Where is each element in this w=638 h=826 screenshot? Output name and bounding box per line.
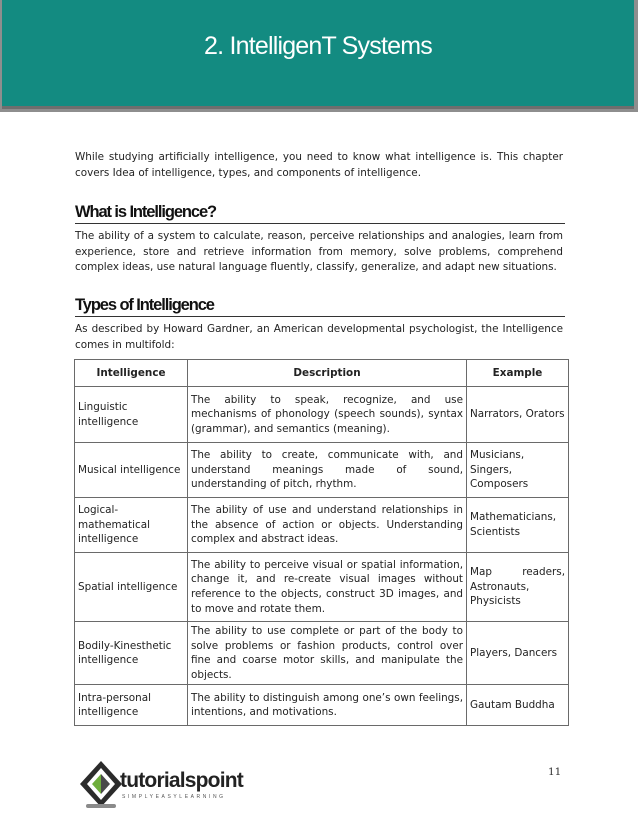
chapter-banner — [0, 0, 638, 112]
example-cell: Gautam Buddha — [467, 685, 569, 726]
example-cell: Map readers, Astronauts, Physicists — [467, 553, 569, 622]
page-number: 11 — [548, 766, 562, 778]
logo-tagline: SIMPLYEASYLEARNING — [122, 794, 226, 800]
column-header-example: Example — [467, 360, 569, 387]
what-is-intelligence-body: The ability of a system to calculate, reason, perceive relationships and analogies, learn from experience, store and retrieve information from memory, solve problems, comprehend complex ideas, use natural language fluently, classify, generalize, and adapt new situations. — [75, 230, 563, 273]
example-cell: Narrators, Orators — [467, 387, 569, 443]
chapter-title: 2. IntelligenT Systems — [204, 32, 432, 60]
intelligence-cell: Musical intelligence — [75, 443, 188, 498]
example-cell: Musicians, Singers, Composers — [467, 443, 569, 498]
description-cell: The ability to speak, recognize, and use mechanisms of phonology (speech sounds), syntax (grammar), and semantics (meaning). — [188, 387, 467, 443]
table-header-row — [75, 360, 569, 387]
description-cell: The ability to perceive visual or spatial information, change it, and re-create visual images without reference to the objects, construct 3D images, and to move and rotate them. — [188, 553, 467, 622]
intelligence-cell: Linguistic intelligence — [75, 387, 188, 443]
table-row — [75, 498, 569, 553]
types-intro-paragraph: As described by Howard Gardner, an American developmental psychologist, the Intelligence comes in multifold: — [75, 323, 563, 351]
table-row — [75, 387, 569, 443]
description-cell: The ability to distinguish among one’s own feelings, intentions, and motivations. — [188, 685, 467, 726]
intelligence-cell: Logical-mathematical intelligence — [75, 498, 188, 553]
intelligence-cell: Spatial intelligence — [75, 553, 188, 622]
example-cell: Mathematicians, Scientists — [467, 498, 569, 553]
chapter-banner-fill — [2, 0, 634, 109]
example-cell: Players, Dancers — [467, 622, 569, 685]
what-is-intelligence-heading: What is Intelligence? — [75, 203, 565, 224]
intro-paragraph: While studying artificially intelligence, you need to know what intelligence is. This chapter covers Idea of intelligence, types, and components of intelligence. — [75, 151, 563, 179]
table-row — [75, 443, 569, 498]
table-row — [75, 685, 569, 726]
description-cell: The ability to use complete or part of the body to solve problems or fashion products, control over fine and coarse motor skills, and manipulate the objects. — [188, 622, 467, 685]
logo-wordmark: tutorialspoint — [120, 769, 243, 792]
types-of-intelligence-heading: Types of Intelligence — [75, 296, 565, 317]
tutorialspoint-logo — [78, 758, 298, 814]
description-cell: The ability to create, communicate with, and understand meanings made of sound, understanding of pitch, rhythm. — [188, 443, 467, 498]
description-cell: The ability of use and understand relationships in the absence of action or objects. Understanding complex and abstract ideas. — [188, 498, 467, 553]
table-row — [75, 622, 569, 685]
intelligence-cell: Bodily-Kinesthetic intelligence — [75, 622, 188, 685]
intelligence-cell: Intra-personal intelligence — [75, 685, 188, 726]
column-header-intelligence: Intelligence — [75, 360, 188, 387]
diamond-logo-icon — [78, 758, 124, 814]
intelligence-types-table — [74, 359, 569, 726]
table-row — [75, 553, 569, 622]
column-header-description: Description — [188, 360, 467, 387]
